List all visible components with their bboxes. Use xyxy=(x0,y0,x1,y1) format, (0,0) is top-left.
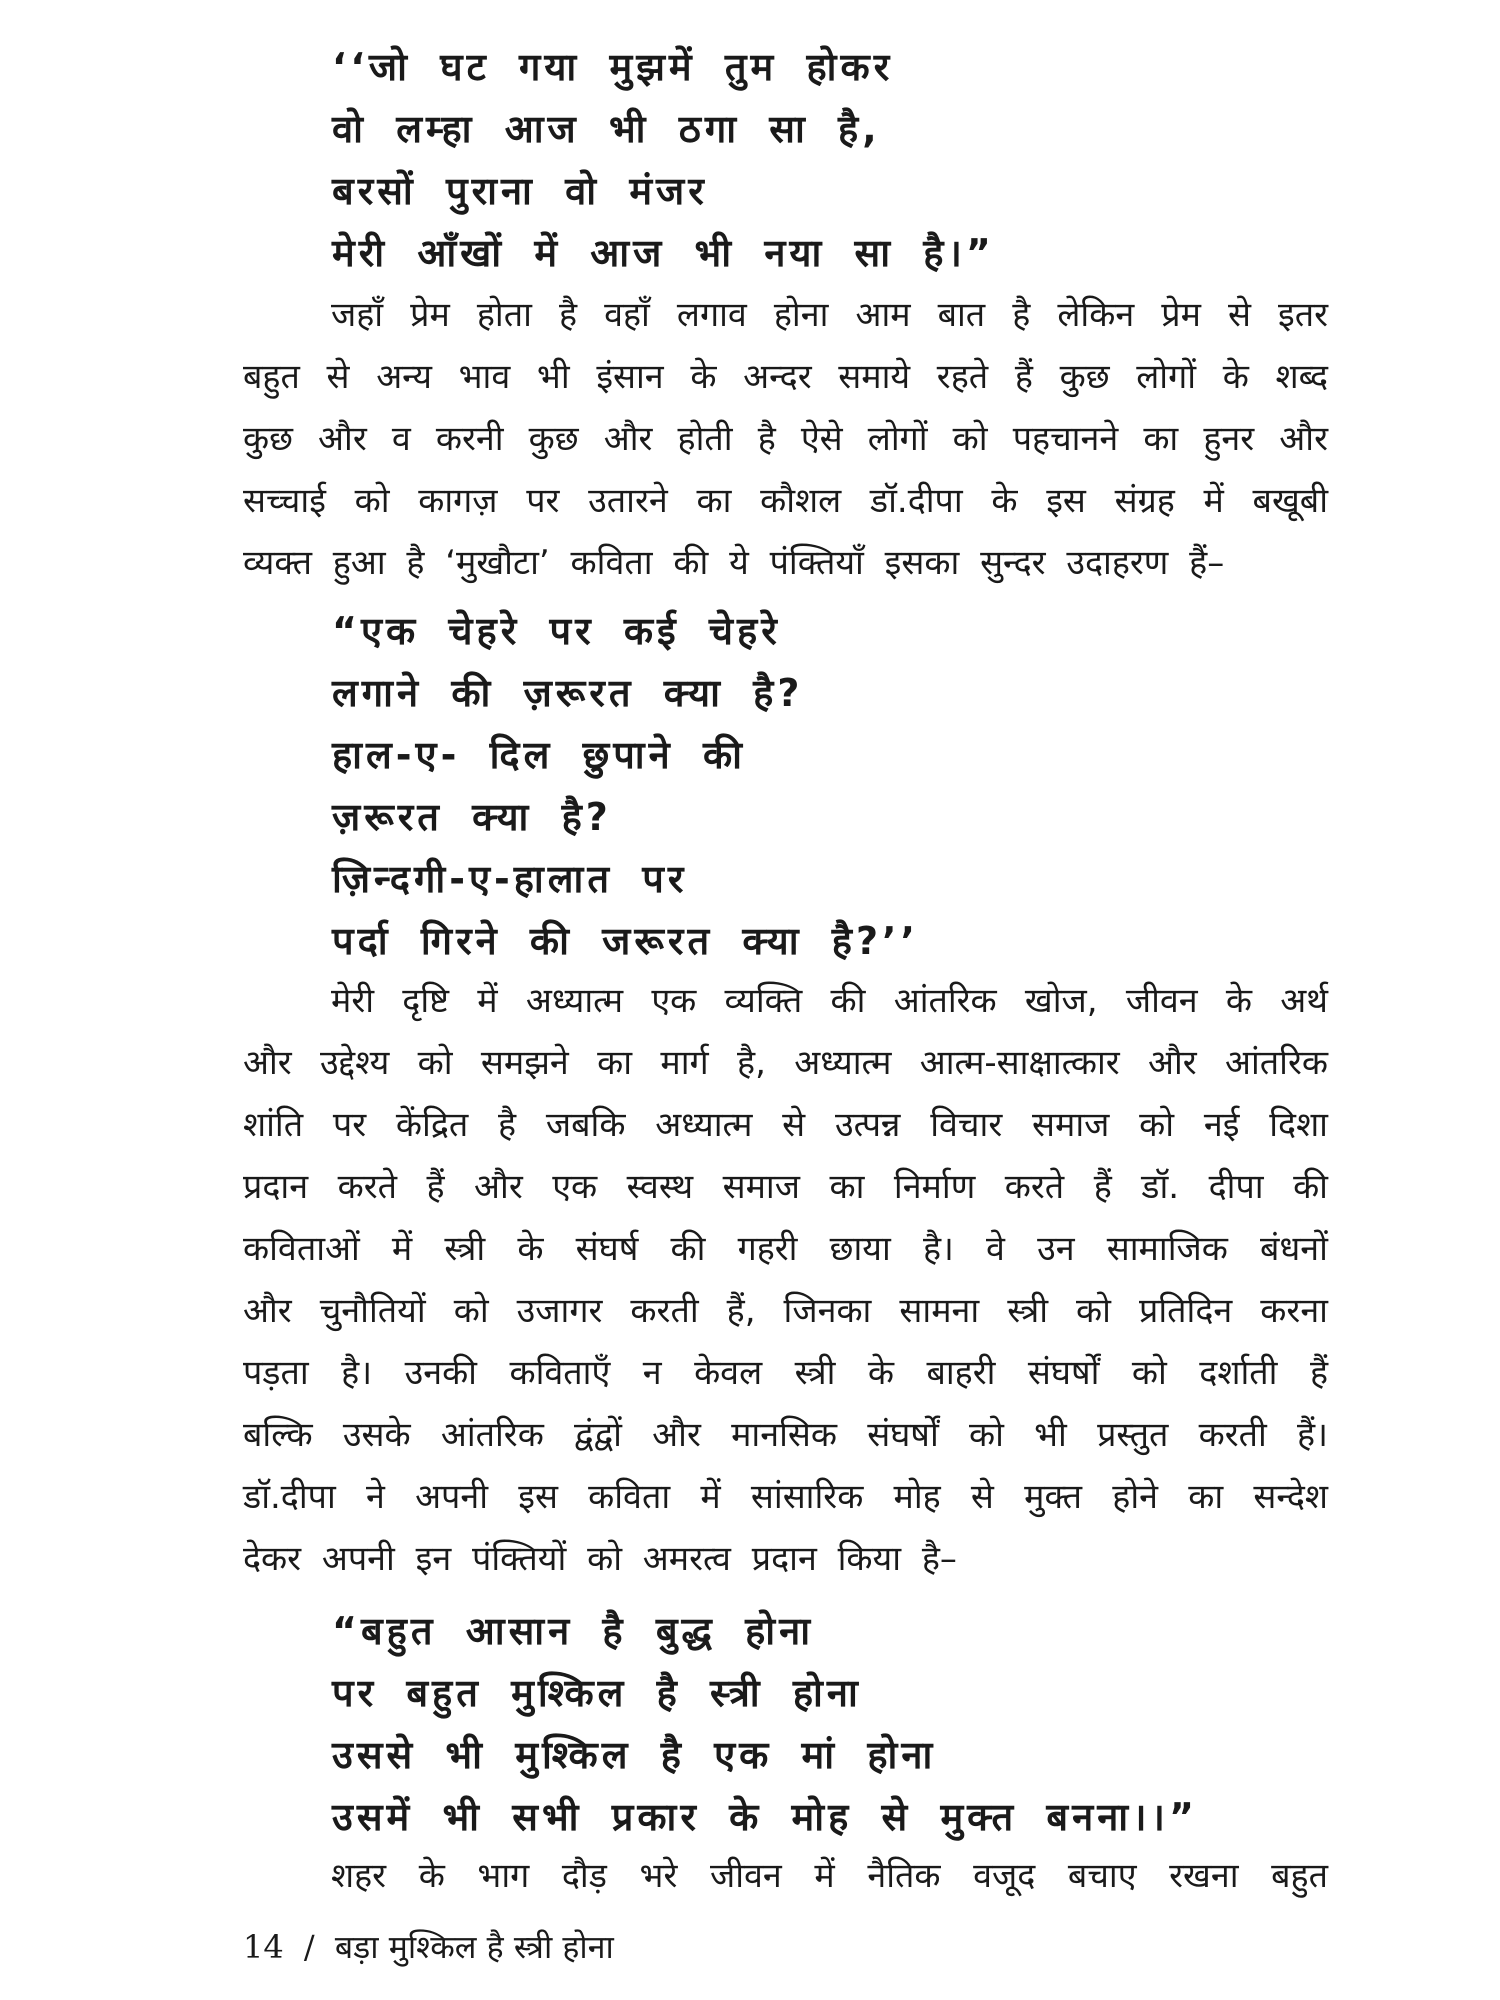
verse-block xyxy=(332,36,1332,284)
verse-line: पर्दा गिरने की जरूरत क्या है?’’ xyxy=(332,919,919,963)
verse-line: वो लम्हा आज भी ठगा सा है, xyxy=(332,107,881,151)
footer-separator: / xyxy=(303,1928,315,1966)
prose-line: कुछ और व करनी कुछ और होती है ऐसे लोगों को पहचानने का हुनर और xyxy=(243,419,1328,459)
prose-line: बहुत से अन्य भाव भी इंसान के अन्दर समाये रहते हैं कुछ लोगों के शब्द xyxy=(243,357,1328,397)
prose-line: और चुनौतियों को उजागर करती हैं, जिनका सामना स्त्री को प्रतिदिन करना xyxy=(243,1291,1328,1331)
verse-line: ज़रूरत क्या है? xyxy=(332,795,612,839)
prose-line: शांति पर केंद्रित है जबकि अध्यात्म से उत्पन्न विचार समाज को नई दिशा xyxy=(243,1105,1328,1145)
verse-line: “एक चेहरे पर कई चेहरे xyxy=(332,609,781,653)
prose-line: डॉ.दीपा ने अपनी इस कविता में सांसारिक मोह से मुक्त होने का सन्देश xyxy=(243,1477,1328,1517)
prose-line: प्रदान करते हैं और एक स्वस्थ समाज का निर्माण करते हैं डॉ. दीपा की xyxy=(243,1167,1328,1207)
verse-line: मेरी आँखों में आज भी नया सा है।” xyxy=(332,231,995,275)
verse-block xyxy=(332,1600,1332,1848)
prose-line: शहर के भाग दौड़ भरे जीवन में नैतिक वजूद बचाए रखना बहुत xyxy=(331,1856,1328,1896)
verse-line: पर बहुत मुश्किल है स्त्री होना xyxy=(332,1671,862,1715)
prose-paragraph xyxy=(243,1845,1328,1907)
page-footer xyxy=(243,1925,614,1969)
verse-line: ‘‘जो घट गया मुझमें तुम होकर xyxy=(332,45,894,89)
prose-line: सच्चाई को कागज़ पर उतारने का कौशल डॉ.दीपा के इस संग्रह में बखूबी xyxy=(243,481,1328,521)
verse-line: ज़िन्दगी-ए-हालात पर xyxy=(332,857,688,901)
prose-line: देकर अपनी इन पंक्तियों को अमरत्व प्रदान किया है– xyxy=(243,1539,957,1579)
book-title: बड़ा मुश्किल है स्त्री होना xyxy=(334,1928,614,1966)
prose-line: बल्कि उसके आंतरिक द्वंद्वों और मानसिक संघर्षों को भी प्रस्तुत करती हैं। xyxy=(243,1415,1328,1455)
verse-line: हाल-ए- दिल छुपाने की xyxy=(332,733,746,777)
verse-line: उसमें भी सभी प्रकार के मोह से मुक्त बनना।।” xyxy=(332,1795,1198,1839)
page-number: 14 xyxy=(243,1928,284,1966)
prose-line: व्यक्त हुआ है ‘मुखौटा’ कविता की ये पंक्तियाँ इसका सुन्दर उदाहरण हैं– xyxy=(243,543,1225,583)
prose-line: पड़ता है। उनकी कविताएँ न केवल स्त्री के बाहरी संघर्षों को दर्शाती हैं xyxy=(243,1353,1328,1393)
prose-line: मेरी दृष्टि में अध्यात्म एक व्यक्ति की आंतरिक खोज, जीवन के अर्थ xyxy=(331,981,1328,1021)
verse-line: उससे भी मुश्किल है एक मां होना xyxy=(332,1733,937,1777)
verse-line: “बहुत आसान है बुद्ध होना xyxy=(332,1609,815,1653)
prose-paragraph xyxy=(243,970,1328,1590)
verse-line: बरसों पुराना वो मंजर xyxy=(332,169,708,213)
prose-line: और उद्देश्य को समझने का मार्ग है, अध्यात्म आत्म-साक्षात्कार और आंतरिक xyxy=(243,1043,1328,1083)
verse-line: लगाने की ज़रूरत क्या है? xyxy=(332,671,804,715)
prose-paragraph xyxy=(243,284,1328,594)
prose-line: जहाँ प्रेम होता है वहाँ लगाव होना आम बात है लेकिन प्रेम से इतर xyxy=(331,295,1328,335)
verse-block xyxy=(332,600,1332,972)
prose-line: कविताओं में स्त्री के संघर्ष की गहरी छाया है। वे उन सामाजिक बंधनों xyxy=(243,1229,1328,1269)
